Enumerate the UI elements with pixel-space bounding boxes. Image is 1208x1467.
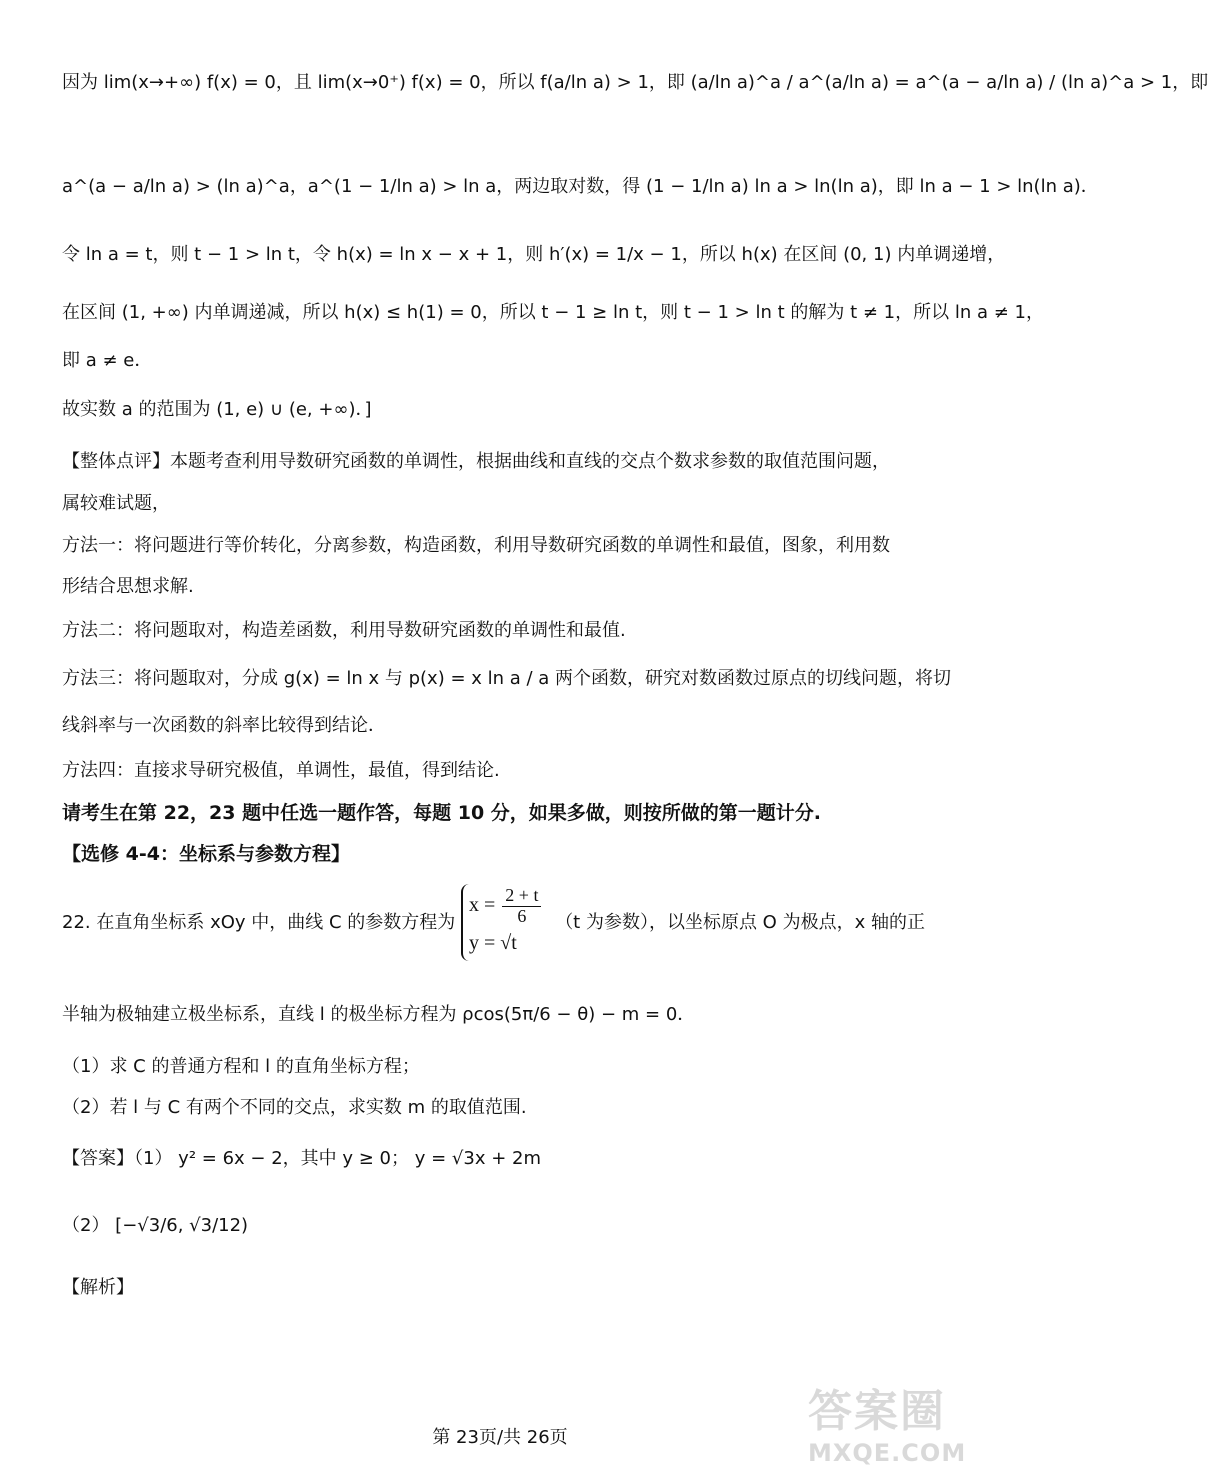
watermark-logo <box>808 1375 978 1467</box>
system-y: y = √t <box>469 931 517 954</box>
system-x-den: 6 <box>517 905 527 926</box>
sub-question-2: （2）若 l 与 C 有两个不同的交点，求实数 m 的取值范围. <box>62 1097 527 1118</box>
instruction: 请考生在第 22，23 题中任选一题作答，每题 10 分，如果多做，则按所做的第一题计分. <box>62 802 822 824</box>
text-line-1: 因为 lim(x→+∞) f(x) = 0，且 lim(x→0⁺) f(x) = 0，所以 f(a/ln a) > 1，即 (a/ln a)^a / a^(a/ln a) = a^(a − a/ln a) / (ln a)^a > 1，即 <box>62 72 1208 93</box>
question-22-intro: 22. 在直角坐标系 xOy 中，曲线 C 的参数方程为 <box>62 911 456 933</box>
text-line-3: 令 ln a = t，则 t − 1 > ln t，令 h(x) = ln x − x + 1，则 h′(x) = 1/x − 1，所以 h(x) 在区间 (0, 1) 内单调递增， <box>62 244 1006 265</box>
text-line-4: 在区间 (1, +∞) 内单调递减，所以 h(x) ≤ h(1) = 0，所以 t − 1 ≥ ln t，则 t − 1 > ln t 的解为 t ≠ 1，所以 ln a ≠ 1， <box>62 302 1044 323</box>
text-line-5: 即 a ≠ e． <box>62 350 153 371</box>
question-22 <box>62 884 960 974</box>
method-one: 方法一：将问题进行等价转化，分离参数，构造函数，利用导数研究函数的单调性和最值，图象，利用数 <box>62 535 890 556</box>
answer-2: （2） [−√3/6, √3/12) <box>62 1215 249 1236</box>
system-x-left: x = <box>469 893 496 916</box>
system-x-fraction <box>502 886 541 927</box>
method-three-cont: 线斜率与一次函数的斜率比较得到结论． <box>62 715 386 736</box>
method-three: 方法三：将问题取对，分成 g(x) = ln x 与 p(x) = x ln a / a 两个函数，研究对数函数过原点的切线问题，将切 <box>62 668 952 689</box>
question-22-line-2: 半轴为极轴建立极坐标系，直线 l 的极坐标方程为 ρcos(5π/6 − θ) − m = 0． <box>62 1004 696 1025</box>
text-line-6: 故实数 a 的范围为 (1, e) ∪ (e, +∞)．] <box>62 399 372 420</box>
parametric-system <box>461 884 549 961</box>
section-heading: 【选修 4-4：坐标系与参数方程】 <box>62 843 350 865</box>
page-footer: 第 23页/共 26页 <box>432 1427 568 1448</box>
comment-line-2: 属较难试题， <box>62 493 170 514</box>
method-two: 方法二：将问题取对，构造差函数，利用导数研究函数的单调性和最值. <box>62 620 626 641</box>
method-one-cont: 形结合思想求解. <box>62 576 194 597</box>
watermark-top: 答案圈 <box>808 1386 946 1437</box>
comment-heading: 【整体点评】本题考查利用导数研究函数的单调性，根据曲线和直线的交点个数求参数的取值范围问题， <box>62 451 890 472</box>
text-line-2: a^(a − a/ln a) > (ln a)^a，a^(1 − 1/ln a) > ln a，两边取对数，得 (1 − 1/ln a) ln a > ln(ln a)，即 ln a − 1 > ln(ln a)． <box>62 176 1099 197</box>
watermark-bottom: MXQE.COM <box>808 1439 967 1467</box>
analysis-heading: 【解析】 <box>62 1277 134 1298</box>
question-22-rest: （t 为参数），以坐标原点 O 为极点，x 轴的正 <box>555 911 925 933</box>
sub-question-1: （1）求 C 的普通方程和 l 的直角坐标方程； <box>62 1056 420 1077</box>
method-four: 方法四：直接求导研究极值，单调性，最值，得到结论. <box>62 760 500 781</box>
answer-1: 【答案】（1） y² = 6x − 2，其中 y ≥ 0； y = √3x + 2m <box>62 1148 541 1169</box>
system-x-num: 2 + t <box>502 886 541 907</box>
